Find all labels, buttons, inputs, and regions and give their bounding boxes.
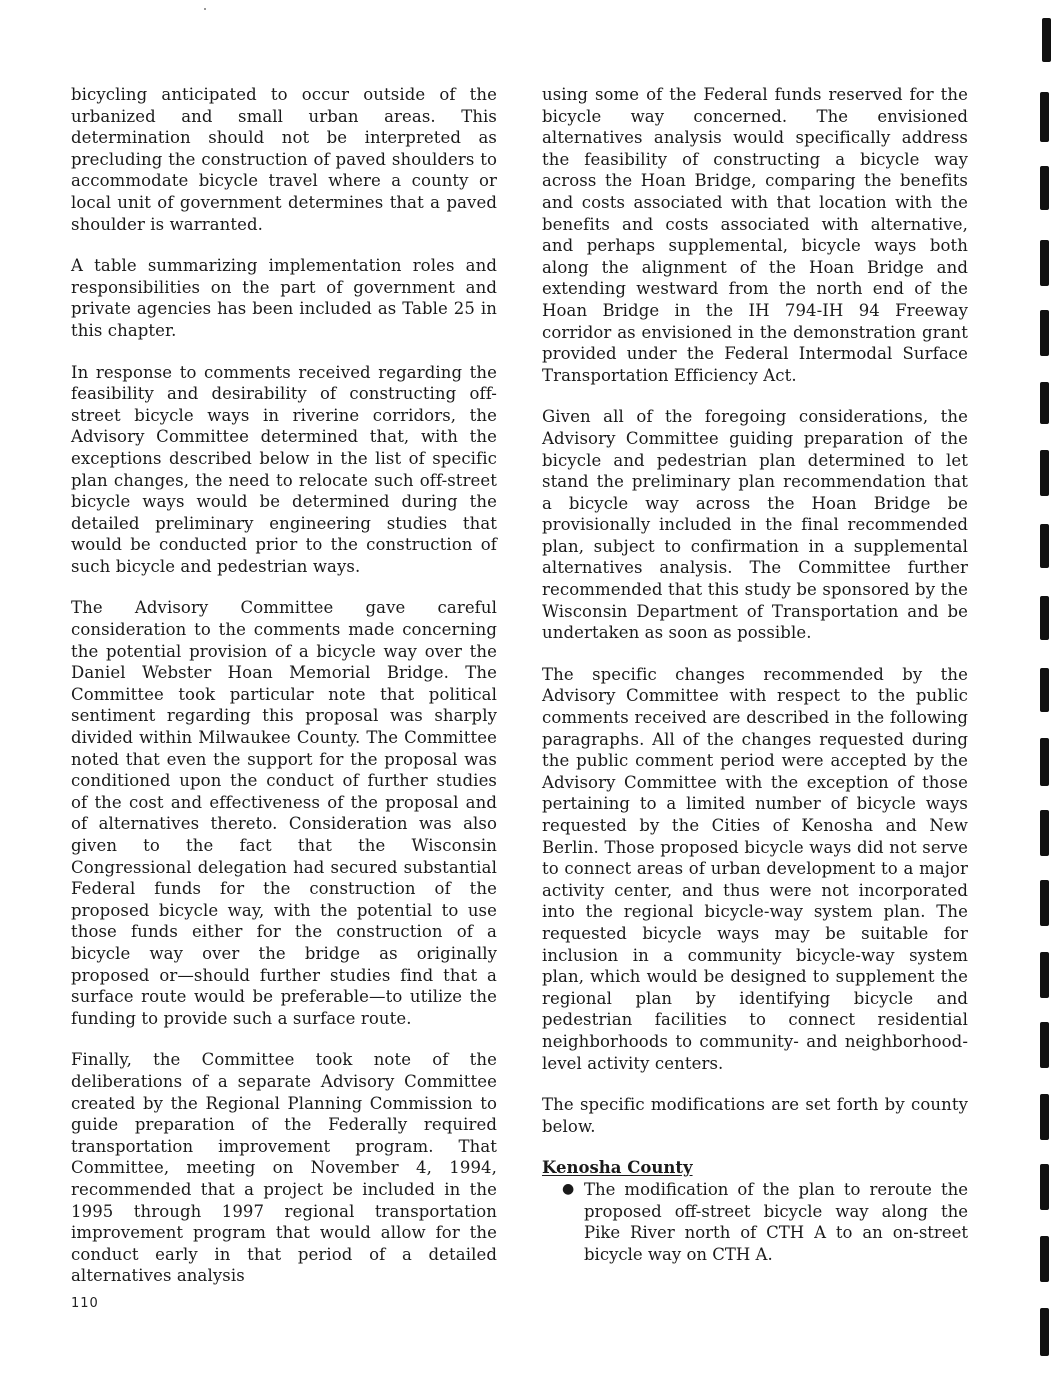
binding-mark	[1040, 240, 1049, 286]
paragraph-foregoing-considerations: Given all of the foregoing considerations, the Advisory Committee guiding preparation of the bicycle and pedestrian plan determined to let stand the preliminary plan recommendation that a bicycle way across the Hoan Bridge be provisionally included in the final recommended plan, subject to confirmation in a supplemental alternatives analysis. The Committee further recommended that this study be sponsored by the Wisconsin Department of Transportation and be undertaken as soon as possible.	[542, 407, 968, 643]
binding-mark	[1040, 738, 1049, 786]
binding-mark	[1040, 382, 1049, 424]
binding-mark	[1040, 524, 1049, 568]
binding-mark	[1040, 1094, 1049, 1140]
paragraph-federal-funds: using some of the Federal funds reserved for the bicycle way concerned. The envisioned alternatives analysis would specifically address the feasibility of constructing a bicycle way across the Hoan Bridge, comparing the benefits and costs associated with that location with the benefits and costs associated with alternative, and perhaps supplemental, bicycle ways both along the alignment of the Hoan Bridge and extending westward from the north end of the Hoan Bridge in the IH 794-IH 94 Freeway corridor as envisioned in the demonstration grant provided under the Federal Intermodal Surface Transportation Efficiency Act.	[542, 85, 968, 385]
list-item	[542, 1179, 968, 1265]
binding-mark	[1042, 18, 1051, 62]
binding-mark	[1040, 668, 1049, 712]
paragraph-implementation-table: A table summarizing implementation roles and responsibilities on the part of government and private agencies has been included as Table 25 in this chapter.	[71, 256, 497, 340]
section-heading-kenosha-county: Kenosha County	[542, 1158, 693, 1178]
binding-mark	[1040, 880, 1049, 926]
binding-mark	[1040, 450, 1049, 496]
scan-speck	[204, 8, 206, 10]
binding-hole-marks	[1034, 0, 1062, 1380]
paragraph-modifications-intro: The specific modifications are set forth by county below.	[542, 1095, 968, 1136]
paragraph-hoan-bridge-consideration: The Advisory Committee gave careful consideration to the comments made concerning the potential provision of a bicycle way over the Daniel Webster Hoan Memorial Bridge. The Committee took particular note that political sentiment regarding this proposal was sharply divided within Milwaukee County. The Committee noted that even the support for the proposal was conditioned upon the conduct of further studies of the cost and effectiveness of the proposal and of alternatives thereto. Consideration was also given to the fact that the Wisconsin Congressional delegation had secured substantial Federal funds for the construction of the proposed bicycle way, with the potential to use those funds either for the construction of a bicycle way over the bridge as originally proposed or—should further studies find that a surface route would be preferable—to utilize the funding to provide such a surface route.	[71, 598, 497, 1028]
binding-mark	[1040, 1164, 1049, 1210]
paragraph-tip-committee: Finally, the Committee took note of the deliberations of a separate Advisory Committee created by the Regional Planning Commission to guide preparation of the Federally required transportation improvement program. That Committee, meeting on November 4, 1994, recommended that a project be included in the 1995 through 1997 regional transportation improvement program that would allow for the conduct early in that period of a detailed alternatives analysis	[71, 1050, 497, 1286]
binding-mark	[1040, 92, 1049, 142]
paragraph-specific-changes: The specific changes recommended by the Advisory Committee with respect to the public comments received are described in the following paragraphs. All of the changes requested during the public comment period were accepted by the Advisory Committee with the exception of those pertaining to a limited number of bicycle ways requested by the Cities of Kenosha and New Berlin. Those proposed bicycle ways did not serve to connect areas of urban development to a major activity center, and thus were not incorporated into the regional bicycle-way system plan. The requested bicycle ways may be suitable for inclusion in a community bicycle-way system plan, which would be designed to supplement the regional plan by identifying bicycle and pedestrian facilities to connect residential neighborhoods to community- and neighborhood-level activity centers.	[542, 664, 968, 1073]
binding-mark	[1040, 1022, 1049, 1068]
page-number: 110	[71, 1296, 99, 1311]
bullet-text: The modification of the plan to reroute the proposed off-street bicycle way along the Pike River north of CTH A to an on-street bicycle way on CTH A.	[584, 1179, 968, 1264]
right-column	[542, 84, 968, 1265]
left-column	[71, 84, 497, 1307]
kenosha-modifications-list	[542, 1179, 968, 1265]
binding-mark	[1040, 596, 1049, 640]
binding-mark	[1040, 166, 1049, 210]
binding-mark	[1040, 310, 1049, 356]
binding-mark	[1040, 1308, 1049, 1356]
binding-mark	[1040, 1236, 1049, 1282]
binding-mark	[1040, 810, 1049, 856]
binding-mark	[1040, 952, 1049, 998]
bullet-icon: ●	[562, 1180, 575, 1197]
paragraph-riverine-corridors: In response to comments received regarding the feasibility and desirability of constructing off-street bicycle ways in riverine corridors, the Advisory Committee determined that, with the exceptions described below in the list of specific plan changes, the need to relocate such off-street bicycle ways would be determined during the detailed preliminary engineering studies that would be conducted prior to the construction of such bicycle and pedestrian ways.	[71, 362, 497, 576]
paragraph-bicycling-urbanized: bicycling anticipated to occur outside of the urbanized and small urban areas. This determination should not be interpreted as precluding the construction of paved shoulders to accommodate bicycle travel where a county or local unit of government determines that a paved shoulder is warranted.	[71, 85, 497, 234]
